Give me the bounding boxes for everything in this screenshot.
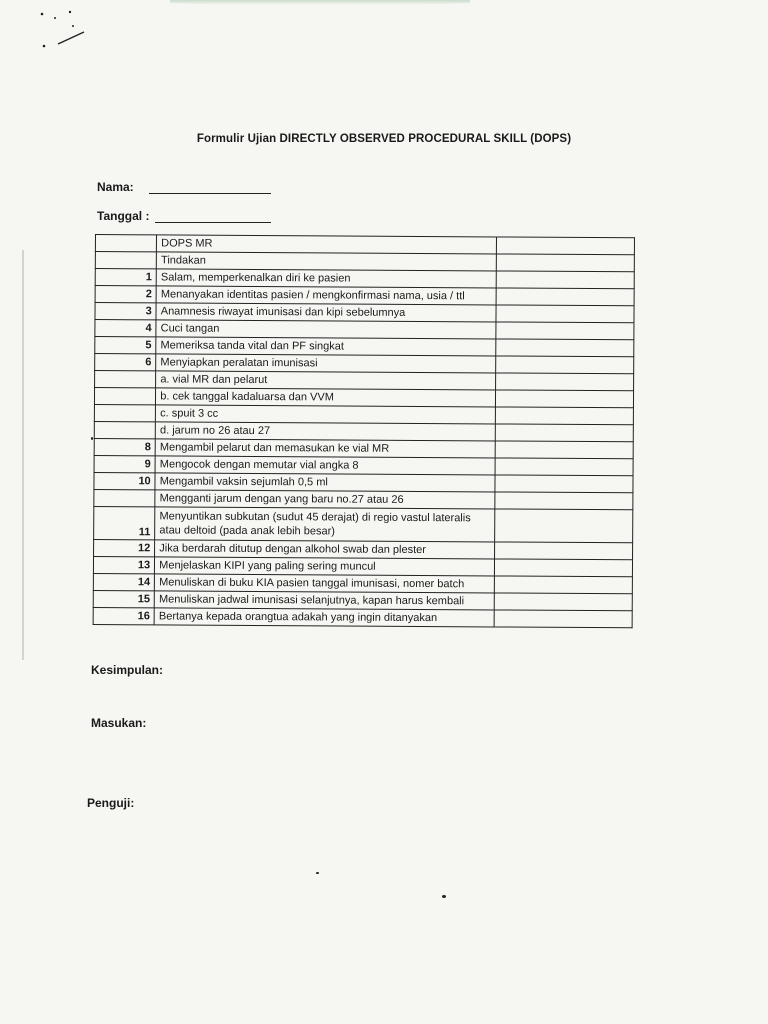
item-number: 16 — [93, 607, 154, 624]
score-cell — [497, 271, 635, 289]
item-action: Bertanya kepada orangtua adakah yang ingin ditanyakan — [154, 608, 494, 627]
item-number: 15 — [93, 590, 154, 607]
item-action: Mengganti jarum dengan yang baru no.27 atau 26 — [155, 490, 495, 509]
item-action: Jika berdarah ditutup dengan alkohol swab dan plester — [155, 540, 495, 559]
score-cell — [496, 322, 634, 340]
score-cell — [495, 559, 633, 577]
item-number: 9 — [94, 455, 155, 472]
paper-edge-mark — [170, 0, 470, 5]
item-number — [94, 388, 155, 405]
scan-specks-graphic — [36, 8, 96, 53]
score-cell — [496, 356, 634, 374]
name-label: Nama: — [97, 180, 134, 194]
item-action: Mengocok dengan memutar vial angka 8 — [155, 456, 495, 475]
item-number: 11 — [94, 506, 155, 539]
item-number: 12 — [94, 539, 155, 556]
item-number: 4 — [95, 320, 156, 337]
item-number — [95, 371, 156, 388]
score-cell — [496, 305, 634, 323]
name-field — [97, 180, 271, 194]
scan-speck — [316, 872, 319, 874]
score-cell — [496, 458, 634, 476]
examiner-label: Penguji: — [87, 796, 135, 810]
score-cell — [496, 424, 634, 442]
score-cell — [495, 509, 633, 543]
item-action: Salam, memperkenalkan diri ke pasien — [156, 269, 496, 288]
date-blank-line — [155, 210, 271, 223]
item-action: Anamnesis riwayat imunisasi dan kipi sebelumnya — [156, 303, 496, 322]
input-label: Masukan: — [91, 716, 147, 730]
score-cell — [495, 593, 633, 611]
score-cell — [497, 254, 635, 272]
name-blank-line — [149, 181, 271, 194]
score-cell — [496, 339, 634, 357]
score-cell — [496, 441, 634, 459]
score-cell — [495, 542, 633, 560]
item-action: Menyuntikan subkutan (sudut 45 derajat) di regio vastul lateralis atau deltoid (pada anak lebih besar) — [155, 507, 495, 542]
score-cell — [495, 610, 633, 628]
date-field — [97, 209, 271, 223]
score-cell — [495, 492, 633, 510]
score-cell — [496, 390, 634, 408]
date-label: Tanggal : — [97, 209, 150, 223]
item-number: 10 — [94, 472, 155, 489]
item-action: Menuliskan jadwal imunisasi selanjutnya, kapan harus kembali — [154, 591, 494, 610]
scan-speck — [91, 437, 93, 440]
item-action: Menyiapkan peralatan imunisasi — [156, 354, 496, 373]
item-number: 8 — [94, 438, 155, 455]
item-number: 14 — [93, 573, 154, 590]
item-action: a. vial MR dan pelarut — [156, 371, 496, 390]
table-header-action: Tindakan — [157, 252, 497, 271]
scan-speck — [442, 895, 446, 898]
item-action: d. jarum no 26 atau 27 — [155, 422, 495, 441]
item-action: Mengambil pelarut dan memasukan ke vial MR — [155, 439, 495, 458]
item-action: Mengambil vaksin sejumlah 0,5 ml — [155, 473, 495, 492]
table-header-title: DOPS MR — [157, 235, 497, 254]
item-action: Menjelaskan KIPI yang paling sering muncul — [155, 557, 495, 576]
item-action: Memeriksa tanda vital dan PF singkat — [156, 337, 496, 356]
item-number — [94, 489, 155, 506]
item-action: c. spuit 3 cc — [156, 405, 496, 424]
item-action: Menanyakan identitas pasien / mengkonfirmasi nama, usia / ttl — [156, 286, 496, 305]
item-number: 2 — [95, 286, 156, 303]
score-cell — [496, 373, 634, 391]
item-number: 13 — [93, 556, 154, 573]
item-number: 5 — [95, 337, 156, 354]
table-row — [93, 607, 632, 627]
form-title: Formulir Ujian DIRECTLY OBSERVED PROCEDURAL SKILL (DOPS) — [196, 133, 572, 145]
item-action: b. cek tanggal kadaluarsa dan VVM — [156, 388, 496, 407]
table-row — [94, 506, 633, 542]
item-number — [94, 421, 155, 438]
score-cell — [495, 475, 633, 493]
item-number: 1 — [95, 269, 156, 286]
score-cell — [497, 237, 635, 255]
item-action: Menuliskan di buku KIA pasien tanggal imunisasi, nomer batch — [155, 574, 495, 593]
dops-checklist-table — [93, 234, 635, 628]
item-number: 6 — [95, 354, 156, 371]
score-cell — [495, 576, 633, 594]
scan-shadow-line — [22, 250, 24, 660]
item-number — [94, 404, 155, 421]
conclusion-label: Kesimpulan: — [91, 663, 164, 677]
item-number: 3 — [95, 303, 156, 320]
score-cell — [496, 407, 634, 425]
item-action: Cuci tangan — [156, 320, 496, 339]
score-cell — [497, 288, 635, 306]
